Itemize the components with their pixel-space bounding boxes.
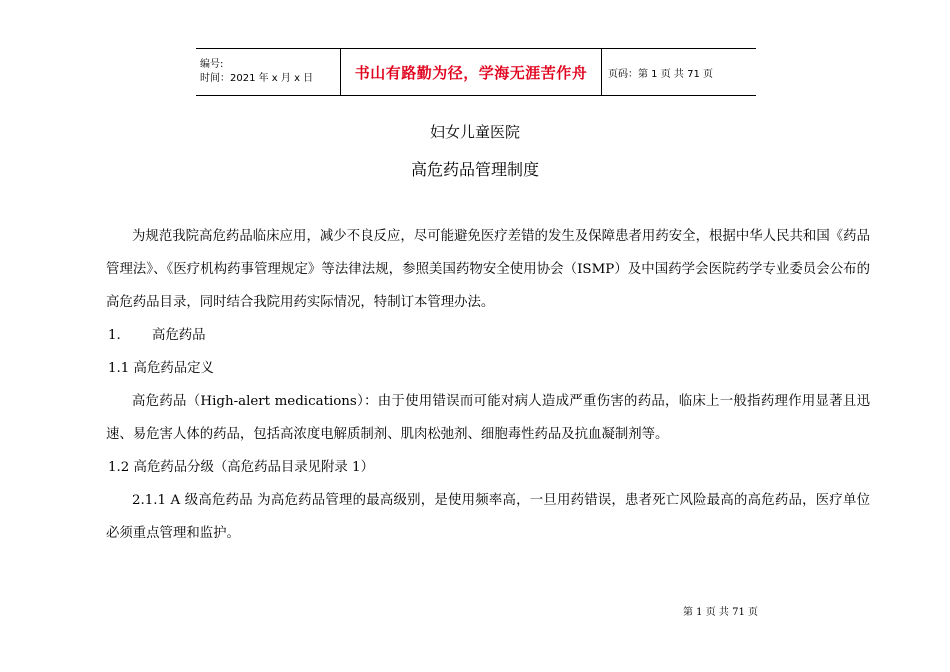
hospital-name: 妇女儿童医院 — [429, 123, 520, 141]
motto-text: 书山有路勤为径，学海无涯苦作舟 — [354, 63, 588, 82]
section-number: 1. — [108, 328, 121, 343]
header-info-cell — [196, 49, 340, 95]
document-body — [106, 220, 870, 550]
grade-a-paragraph: 2.1.1 A 级高危药品 为高危药品管理的最高级别，是使用频率高，一旦用药错误，患者死亡风险最高的高危药品，医疗单位必须重点管理和监护。 — [106, 493, 870, 541]
number-label: 编号: — [200, 59, 224, 70]
section-title: 高危药品 — [152, 328, 206, 343]
subsection-heading: 1.1 高危药品定义 — [108, 361, 214, 376]
intro-paragraph: 为规范我院高危药品临床应用，减少不良反应，尽可能避免医疗差错的发生及保障患者用药安全，根据中华人民共和国《药品管理法》、《医疗机构药事管理规定》等法律法规，参照美国药物安全使用协会（ISMP）及中国药学会医院药学专业委员会公布的高危药品目录，同时结合我院用药实际情况，特制订本管理办法。 — [106, 229, 870, 310]
document-title: 高危药品管理制度 — [410, 160, 539, 179]
section-heading — [106, 319, 870, 352]
header-motto-cell — [340, 49, 602, 95]
time-label: 时间：2021 年 x 月 x 日 — [200, 73, 314, 84]
header-table — [196, 48, 756, 96]
definition-paragraph: 高危药品（High-alert medications）：由于使用错误而可能对病人造成严重伤害的药品，临床上一般指药理作用显著且迅速、易危害人体的药品，包括高浓度电解质制剂、肌肉松弛剂、细胞毒性药品及抗血凝制剂等。 — [106, 394, 870, 442]
subsection-heading: 1.2 高危药品分级（高危药品目录见附录 1） — [108, 460, 374, 475]
header-page-cell — [602, 49, 756, 95]
page-footer: 第 1 页 共 71 页 — [683, 607, 758, 618]
page-label: 页码：第 1 页 共 71 页 — [608, 68, 713, 80]
